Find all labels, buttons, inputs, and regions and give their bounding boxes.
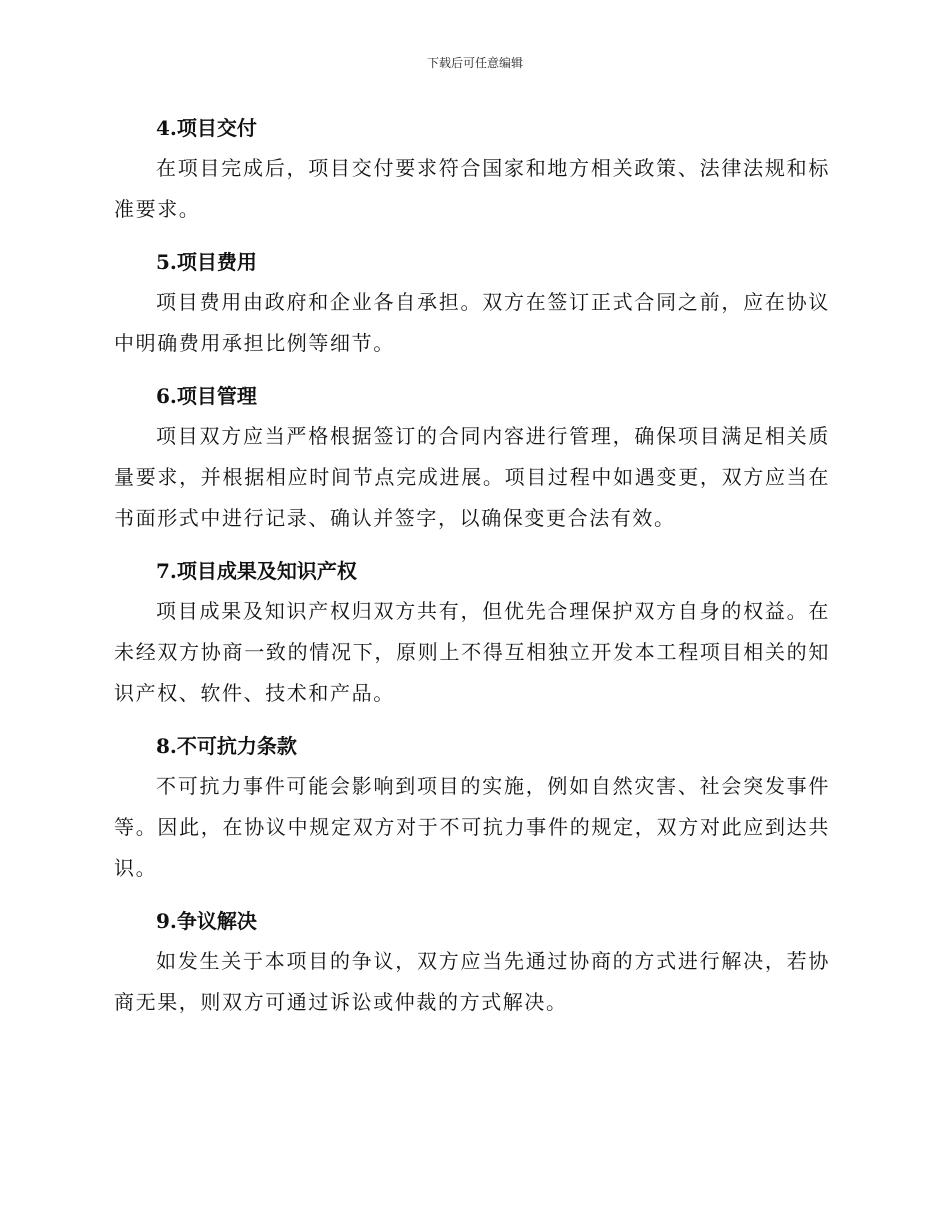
section-paragraph: 项目费用由政府和企业各自承担。双方在签订正式合同之前，应在协议中明确费用承担比例等细节。 — [114, 290, 830, 355]
section-heading: 5.项目费用 — [156, 250, 257, 274]
section-project-delivery — [114, 108, 830, 230]
section-ip-rights — [114, 551, 830, 714]
document-body — [114, 108, 830, 1035]
section-paragraph: 项目成果及知识产权归双方共有，但优先合理保护双方自身的权益。在未经双方协商一致的情况下，原则上不得互相独立开发本工程项目相关的知识产权、软件、技术和产品。 — [114, 599, 830, 705]
section-force-majeure — [114, 726, 830, 889]
section-dispute-resolution — [114, 901, 830, 1023]
page-header: 下载后可任意编辑 — [426, 56, 523, 70]
section-heading: 7.项目成果及知识产权 — [156, 559, 357, 583]
section-heading: 6.项目管理 — [156, 384, 257, 408]
section-heading: 8.不可抗力条款 — [156, 734, 297, 758]
section-paragraph: 如发生关于本项目的争议，双方应当先通过协商的方式进行解决，若协商无果，则双方可通过诉讼或仲裁的方式解决。 — [114, 949, 830, 1014]
section-heading: 9.争议解决 — [156, 909, 257, 933]
section-project-cost — [114, 242, 830, 364]
section-paragraph: 不可抗力事件可能会影响到项目的实施，例如自然灾害、社会突发事件等。因此，在协议中规定双方对于不可抗力事件的规定，双方对此应到达共识。 — [114, 774, 830, 880]
section-heading: 4.项目交付 — [156, 116, 257, 140]
section-paragraph: 在项目完成后，项目交付要求符合国家和地方相关政策、法律法规和标准要求。 — [114, 156, 830, 221]
section-paragraph: 项目双方应当严格根据签订的合同内容进行管理，确保项目满足相关质量要求，并根据相应时间节点完成进展。项目过程中如遇变更，双方应当在书面形式中进行记录、确认并签字，以确保变更合法有效。 — [114, 424, 830, 530]
section-project-management — [114, 376, 830, 539]
